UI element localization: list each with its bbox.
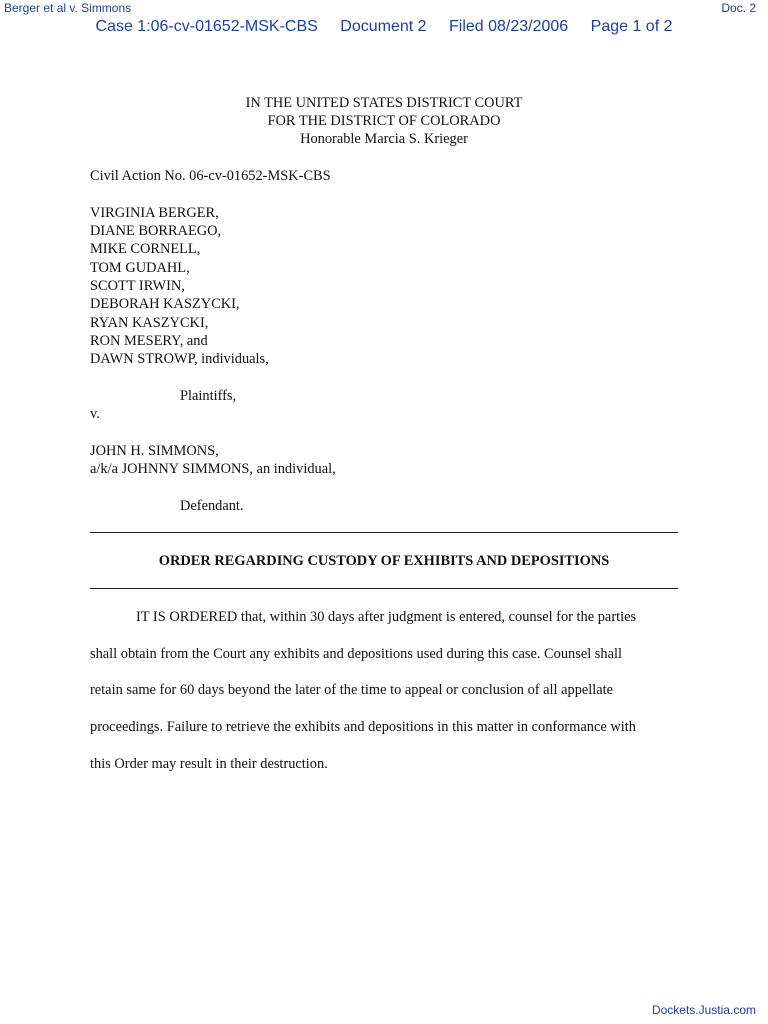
order-body-line: retain same for 60 days beyond the later of the time to appeal or conclusion of all appellate	[90, 682, 614, 698]
plaintiffs-label: Plaintiffs,	[180, 388, 237, 404]
plaintiff-name: RYAN KASZYCKI,	[90, 315, 209, 331]
divider-top	[90, 532, 678, 533]
stamp-document: Document 2	[340, 18, 427, 35]
defendant-alias: a/k/a JOHNNY SIMMONS, an individual,	[90, 461, 336, 477]
order-body-line: IT IS ORDERED that, within 30 days after judgment is entered, counsel for the parties	[136, 609, 637, 625]
source-link[interactable]: Dockets.Justia.com	[651, 1003, 756, 1017]
stamp-case-number: Case 1:06-cv-01652-MSK-CBS	[95, 18, 318, 35]
plaintiff-name: DAWN STROWP, individuals,	[90, 351, 269, 367]
court-district: FOR THE DISTRICT OF COLORADO	[267, 113, 501, 129]
order-body-line: proceedings. Failure to retrieve the exhibits and depositions in this matter in conformance with	[90, 719, 636, 735]
order-body-line: this Order may result in their destruction.	[90, 756, 328, 772]
order-body-line: shall obtain from the Court any exhibits and depositions used during this case. Counsel shall	[90, 646, 622, 662]
plaintiff-name: TOM GUDAHL,	[90, 260, 190, 276]
plaintiff-name: DEBORAH KASZYCKI,	[90, 296, 240, 312]
case-title-link[interactable]: Berger et al v. Simmons	[4, 1, 132, 15]
judge-name: Honorable Marcia S. Krieger	[300, 131, 468, 147]
defendant-label: Defendant.	[180, 498, 244, 514]
defendant-name: JOHN H. SIMMONS,	[90, 443, 219, 459]
plaintiff-name: RON MESERY, and	[90, 333, 208, 349]
plaintiff-name: MIKE CORNELL,	[90, 241, 201, 257]
plaintiff-name: SCOTT IRWIN,	[90, 278, 185, 294]
stamp-filed-date: Filed 08/23/2006	[448, 18, 569, 35]
plaintiff-name: DIANE BORRAEGO,	[90, 223, 222, 239]
filing-stamp	[0, 17, 768, 37]
stamp-page: Page 1 of 2	[590, 18, 673, 35]
plaintiff-name: VIRGINIA BERGER,	[90, 205, 219, 221]
versus-label: v.	[90, 406, 100, 422]
court-name: IN THE UNITED STATES DISTRICT COURT	[245, 95, 523, 111]
document-number-link[interactable]: Doc. 2	[721, 1, 756, 15]
civil-action-number: Civil Action No. 06-cv-01652-MSK-CBS	[90, 168, 331, 184]
order-title: ORDER REGARDING CUSTODY OF EXHIBITS AND DEPOSITIONS	[158, 553, 610, 569]
divider-bottom	[90, 588, 678, 589]
